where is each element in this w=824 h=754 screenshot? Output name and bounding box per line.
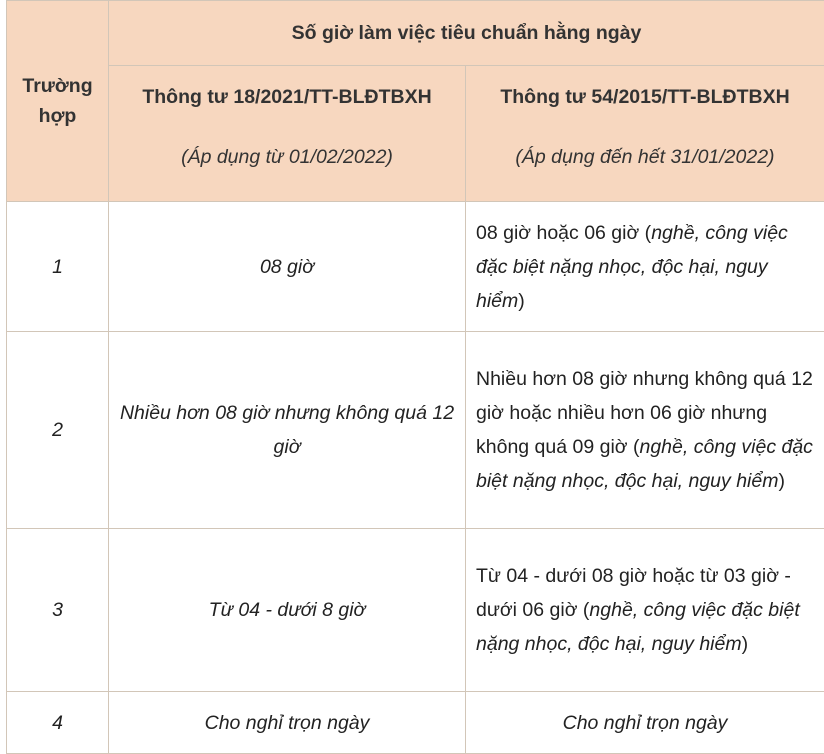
hours-2015-condition: nghề, công việc đặc biệt nặng nhọc, độc hại, nguy hiểm [476,599,800,655]
hours-2015-text: 08 giờ hoặc 06 giờ ( [476,222,651,244]
hours-2015-close: ) [518,290,525,312]
table-row [7,332,824,529]
case-number: 1 [7,202,109,332]
hours-2015-close: ) [742,633,749,655]
hours-2015: Cho nghỉ trọn ngày [466,692,824,754]
hours-2015-condition: nghề, công việc đặc biệt nặng nhọc, độc hại, nguy hiểm [476,436,813,492]
circular-2015-title: Thông tư 54/2015/TT-BLĐTBXH [467,80,823,114]
hours-2021: 08 giờ [109,202,466,332]
hours-2015-condition: nghề, công việc đặc biệt nặng nhọc, độc hại, nguy hiểm [476,222,788,312]
hours-2021: Cho nghỉ trọn ngày [109,692,466,754]
table-row [7,202,824,332]
case-header: Trường hợp [7,1,109,202]
circular-2021-note: (Áp dụng từ 01/02/2022) [110,140,464,174]
hours-2015 [466,529,824,692]
working-hours-table [6,0,824,754]
circular-2021-title: Thông tư 18/2021/TT-BLĐTBXH [110,80,464,114]
circular-2015-header [466,66,824,202]
case-number: 3 [7,529,109,692]
hours-2015-close: ) [778,470,785,492]
main-header: Số giờ làm việc tiêu chuẩn hằng ngày [109,1,824,66]
case-number: 2 [7,332,109,529]
hours-2015-text: Từ 04 - dưới 08 giờ hoặc từ 03 giờ - dưới 06 giờ ( [476,565,791,621]
circular-2015-note: (Áp dụng đến hết 31/01/2022) [467,140,823,174]
hours-2015 [466,332,824,529]
case-number: 4 [7,692,109,754]
table-row [7,529,824,692]
hours-2015-text: Nhiều hơn 08 giờ nhưng không quá 12 giờ hoặc nhiều hơn 06 giờ nhưng không quá 09 giờ ( [476,368,813,458]
header-row-1 [7,1,824,66]
hours-2021: Từ 04 - dưới 8 giờ [109,529,466,692]
hours-2021: Nhiều hơn 08 giờ nhưng không quá 12 giờ [109,332,466,529]
header-row-2 [7,66,824,202]
table-row [7,692,824,754]
hours-2015 [466,202,824,332]
circular-2021-header [109,66,466,202]
